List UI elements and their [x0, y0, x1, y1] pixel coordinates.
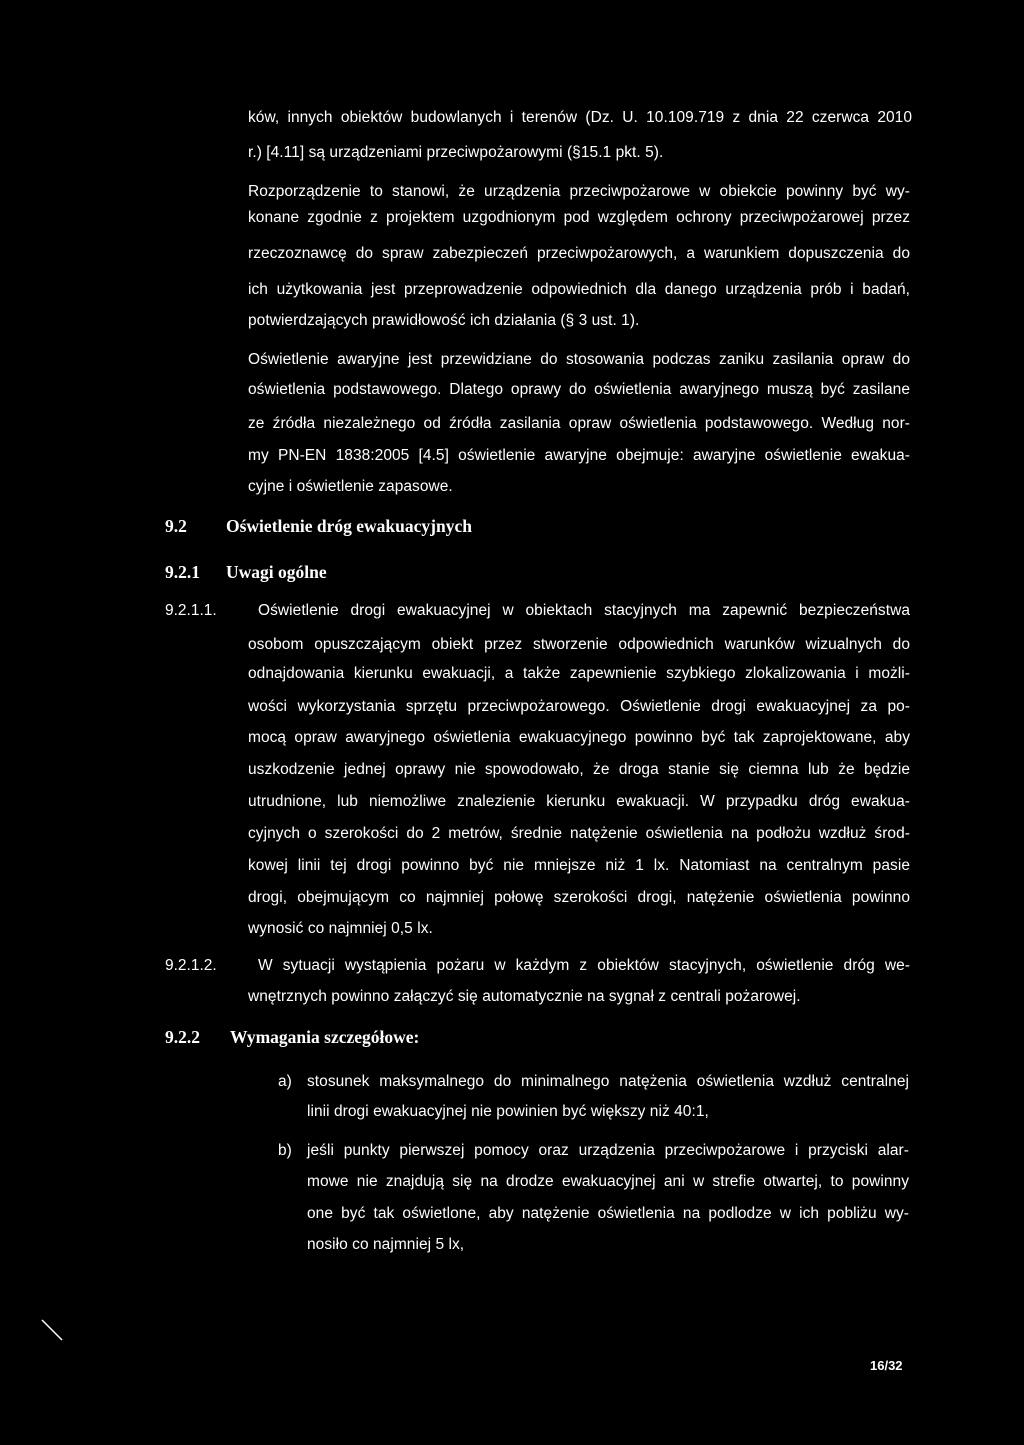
item-line: W sytuacji wystąpienia pożaru w każdym z obiektów stacyjnych, oświetlenie dróg we- [258, 957, 910, 974]
item-line: utrudnione, lub niemożliwe znalezienie kierunku ewakuacji. W przypadku dróg ewakua- [248, 793, 910, 810]
list-line: stosunek maksymalnego do minimalnego natężenia oświetlenia wzdłuż centralnej [307, 1073, 909, 1090]
paragraph-3-line: my PN-EN 1838:2005 [4.5] oświetlenie awaryjne obejmuje: awaryjne oświetlenie ewakua- [248, 447, 910, 464]
page-number: 16/32 [870, 1358, 903, 1373]
section-number: 9.2.1 [165, 562, 200, 582]
paragraph-3-line: ze źródła niezależnego od źródła zasilania opraw oświetlenia podstawowego. Według nor- [248, 415, 910, 432]
list-line: jeśli punkty pierwszej pomocy oraz urządzenia przeciwpożarowe i przyciski alar- [307, 1142, 909, 1159]
item-line: wnętrznych powinno załączyć się automatycznie na sygnał z centrali pożarowej. [248, 988, 801, 1005]
section-number: 9.2 [165, 516, 187, 536]
paragraph-2-line: ich użytkowania jest przeprowadzenie odpowiednich dla danego urządzenia prób i badań, [248, 281, 910, 298]
list-line: one być tak oświetlone, aby natężenie oświetlenia na podlodze w ich pobliżu wy- [307, 1205, 909, 1222]
item-line: kowej linii tej drogi powinno być nie mniejsze niż 1 lx. Natomiast na centralnym pasie [248, 857, 910, 874]
paragraph-1-line: r.) [4.11] są urządzeniami przeciwpożarowymi (§15.1 pkt. 5). [248, 144, 664, 161]
paragraph-3-line: Oświetlenie awaryjne jest przewidziane do stosowania podczas zaniku zasilania opraw do [248, 351, 910, 368]
item-line: odnajdowania kierunku ewakuacji, a także zapewnienie szybkiego zlokalizowania i możli- [248, 665, 910, 682]
paragraph-2-line: Rozporządzenie to stanowi, że urządzenia przeciwpożarowe w obiekcie powinny być wy- [248, 183, 910, 200]
paragraph-2-line: potwierdzających prawidłowość ich działania (§ 3 ust. 1). [248, 312, 640, 329]
item-line: mocą opraw awaryjnego oświetlenia ewakuacyjnego powinno być tak zaprojektowane, aby [248, 729, 910, 746]
item-number: 9.2.1.2. [165, 957, 217, 974]
item-line: Oświetlenie drogi ewakuacyjnej w obiektach stacyjnych ma zapewnić bezpieczeństwa [258, 602, 910, 619]
paragraph-2-line: konane zgodnie z projektem uzgodnionym pod względem ochrony przeciwpożarowej przez [248, 209, 910, 226]
item-line: wynosić co najmniej 0,5 lx. [248, 920, 433, 937]
list-line: mowe nie znajdują się na drodze ewakuacyjnej ani w strefie otwartej, to powinny [307, 1173, 909, 1190]
item-line: drogi, obejmującym co najmniej połowę szerokości drogi, natężenie oświetlenia powinno [248, 889, 910, 906]
paragraph-1-line: ków, innych obiektów budowlanych i terenów (Dz. U. 10.109.719 z dnia 22 czerwca 2010 [248, 109, 912, 126]
paragraph-2-line: rzeczoznawcę do spraw zabezpieczeń przeciwpożarowych, a warunkiem dopuszczenia do [248, 245, 910, 262]
item-line: uszkodzenie jednej oprawy nie spowodowało, że droga stanie się ciemna lub że będzie [248, 761, 910, 778]
item-number: 9.2.1.1. [165, 602, 217, 619]
list-marker: b) [278, 1142, 292, 1159]
scan-mark [40, 1318, 70, 1348]
section-number: 9.2.2 [165, 1027, 200, 1047]
paragraph-3-line: oświetlenia podstawowego. Dlatego oprawy do oświetlenia awaryjnego muszą być zasilane [248, 381, 910, 398]
paragraph-3-line: cyjne i oświetlenie zapasowe. [248, 478, 453, 495]
item-line: wości wykorzystania sprzętu przeciwpożarowego. Oświetlenie drogi ewakuacyjnej za po- [248, 698, 910, 715]
list-line: linii drogi ewakuacyjnej nie powinien być większy niż 40:1, [307, 1103, 709, 1120]
item-line: cyjnych o szerokości do 2 metrów, średnie natężenie oświetlenia na podłożu wzdłuż środ- [248, 825, 910, 842]
section-title: Oświetlenie dróg ewakuacyjnych [226, 516, 472, 536]
section-title: Uwagi ogólne [226, 562, 327, 582]
list-marker: a) [278, 1073, 292, 1090]
section-title: Wymagania szczegółowe: [230, 1027, 420, 1047]
list-line: nosiło co najmniej 5 lx, [307, 1236, 465, 1253]
item-line: osobom opuszczającym obiekt przez stworzenie odpowiednich warunków wizualnych do [248, 636, 910, 653]
